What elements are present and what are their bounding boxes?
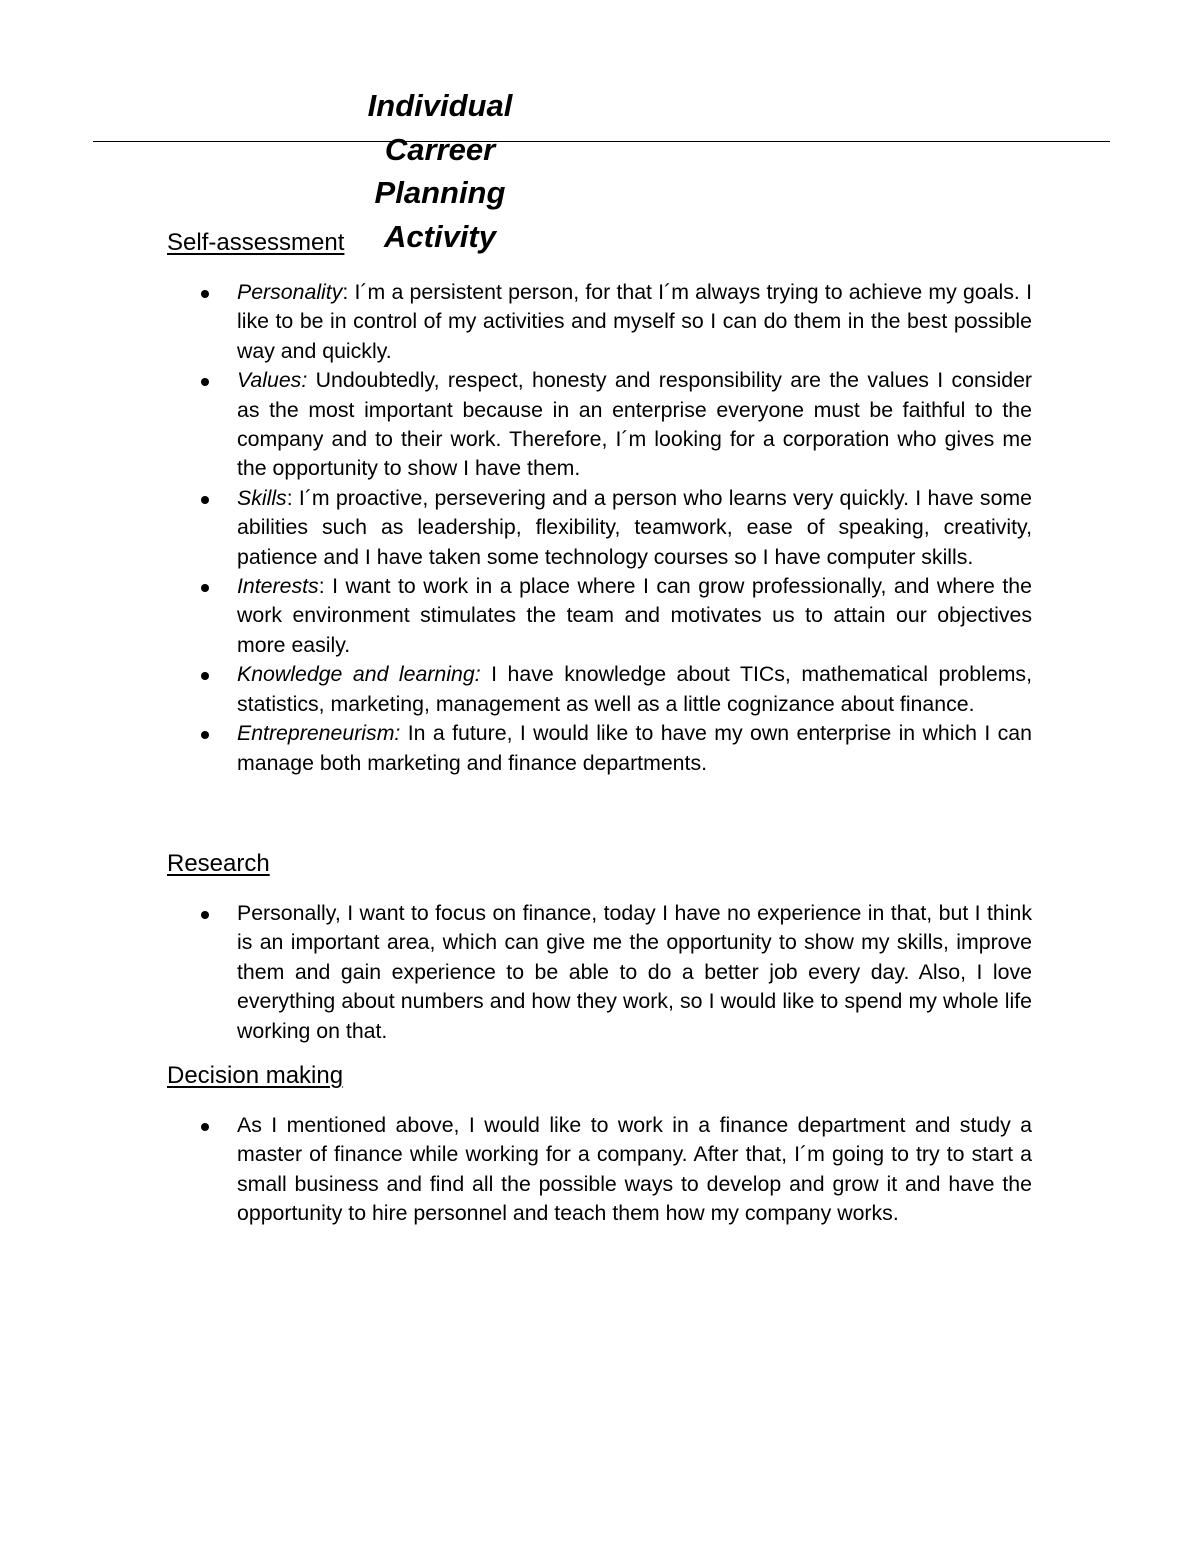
- bullet-icon: [201, 731, 209, 739]
- item-term: Values:: [237, 368, 308, 393]
- item-term: Knowledge and learning:: [237, 662, 481, 687]
- section-heading-decision-making: Decision making: [167, 1062, 344, 1089]
- list-item: [196, 1111, 1032, 1229]
- item-text: : I´m a persistent person, for that I´m always trying to achieve my goals. I like to be in control of my activities and myself so I can do them in the best possible way and quickly.: [237, 280, 1032, 363]
- list-item: [196, 719, 1032, 778]
- item-text: In a future, I would like to have my own enterprise in which I can manage both marketing and finance departments.: [237, 721, 1032, 775]
- item-text: Personally, I want to focus on finance, today I have no experience in that, but I think is an important area, which can give me the opportunity to show my skills, improve them and gain experience to be able to do a better job every day. Also, I love everything about numbers and how they work, so I would like to spend my whole life working on that.: [237, 901, 1032, 1043]
- item-term: Personality: [237, 280, 343, 304]
- title-line: Activity: [384, 218, 496, 254]
- decision-making-list: [196, 1111, 1032, 1229]
- list-item: [196, 484, 1032, 572]
- bullet-icon: [201, 672, 209, 680]
- list-item: [196, 572, 1032, 660]
- item-text: Undoubtedly, respect, honesty and responsibility are the values I consider as the most important because in an enterprise everyone must be faithful to the company and to their work. Therefore, I´m looking for a corporation who gives me the opportunity to show I have them.: [237, 368, 1032, 481]
- title-line: Carreer: [384, 131, 496, 167]
- bullet-icon: [201, 378, 209, 386]
- item-text: : I´m proactive, persevering and a person who learns very quickly. I have some abilities such as leadership, flexibility, teamwork, ease of speaking, creativity, patience and I have taken some technology courses so I have computer skills.: [237, 485, 1032, 569]
- section-heading-research: Research: [167, 850, 270, 877]
- list-item: [196, 278, 1032, 366]
- self-assessment-list: [196, 278, 1032, 778]
- list-item: [196, 660, 1032, 719]
- item-text: As I mentioned above, I would like to work in a finance department and study a master of finance while working for a company. After that, I´m going to try to start a small business and find all the possible ways to develop and grow it and have the opportunity to hire personnel and teach them how my company works.: [237, 1113, 1032, 1226]
- bullet-icon: [201, 290, 209, 298]
- title-line: Planning: [374, 175, 506, 210]
- item-term: Interests: [237, 574, 319, 599]
- item-text: I have knowledge about TICs, mathematical problems, statistics, marketing, management as well as a little cognizance about finance.: [237, 662, 1032, 716]
- list-item: [196, 366, 1032, 484]
- document-title: [350, 84, 530, 258]
- section-heading-self-assessment: Self-assessment: [167, 229, 345, 256]
- item-term: Skills: [237, 485, 287, 510]
- bullet-icon: [201, 584, 209, 592]
- title-line: Individual: [367, 88, 513, 123]
- item-text: : I want to work in a place where I can grow professionally, and where the work environment stimulates the team and motivates us to attain our objectives more easily.: [237, 574, 1032, 657]
- bullet-icon: [201, 1123, 209, 1131]
- research-list: [196, 899, 1032, 1046]
- bullet-icon: [201, 911, 209, 919]
- header-rule: [93, 141, 1110, 142]
- list-item: [196, 899, 1032, 1046]
- item-term: Entrepreneurism:: [237, 721, 401, 746]
- bullet-icon: [201, 496, 209, 504]
